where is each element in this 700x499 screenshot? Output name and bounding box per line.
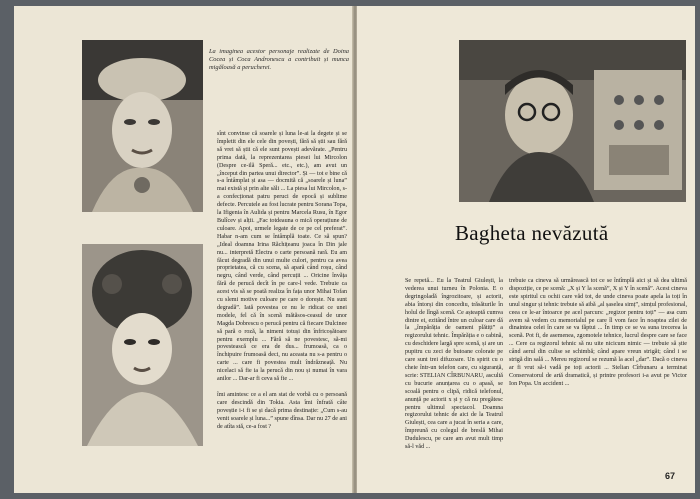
left-text-column — [217, 131, 347, 431]
photo-actress-top — [82, 40, 203, 212]
right-body-text-2: trebuie ca cineva să urmărească tot ce se întîmplă aici și să dea ultimă dispoziție, ce pe scenă: „X și Y la scenă”, X și Y în scenă”. Acest cineva este spiritul cu ochii care văd tot, de unde cineva poate apela la toți în unul singur și tehnic trebuie să aibă „al șaselea simț”, simțul profesional, ceea ce le-ar întoarce pe acel parcurs: „regizor pentru toți” — asa cum avem să vedem cu memorialul pe care îl vom face în noaptea zilei de dinaintea celei în care se va făptui ... În timp ce se va suna trecerea la scenă. Pot fi, de asemenea, zgomotele tehnice, lucrul despre care se face ... Cere ca regizorul tehnic să nu uite nicicum nimic — trebuie să știe când aerul din culise se schimbă; când apare vreun strigăt; când i se strigă din sală ... Mereu regizorul se rezumă la acel „dar”. Dacă o cineva ar fi vrut să-i vadă pe toți actorii ... Stelian Cîrbunaru a terminat Conservatorul de artă dramatică, și printre profesori i-a avut pe Victor Ion Popa. Un accident ... — [509, 278, 687, 387]
left-body-text: sînt convinse că soarele și luna le-ai la degete și se împletit din ele cele din povești, fără să știi sau fără să vrei să știi că ele sunt povești adevărate. „Pentru prima dată, la reprezentarea piesei lui Mircolon (Despre ce-ilă Speră... etc., etc.), am avut un „început din partea unui director”. Și — tot e bine că s-a întâmplat și asa — docmită că „soarele și luna” mai există și prin alte săli ... La piesa lui Mircolon, s-a confecționat patru peruci de epocă și sublime defecte. Percutele au fost lucrate pentru Sorana Topa, la Ifigenia în Aulida și pentru Marcela Rusu, în Egor Bulîcev și alții. „Fac totdeauna o mică operațiune de culoare. Apoi, urmele legate de ce pe cel preferat”. Habar n-am cum se întâmplă toate. Ce să spun? „Ideal doamna Irina Răchițeanu joaca în Din jale nu... interpretă Electra o carte persoană rară. Eu am făcut degradă din unui multe culori, pentru ca avea proprietatea, că cu scena, să apară când roșu, când negru, când verde, când percuții ... Oricine învăța fără de perucă decît în pe care-l vede. Trebuie ca acest vis să se poată realiza în fața unor Mihai Tofan cu slemi motive culoare pe care o dorește. Nu sunt degradă”. Iată povestea ce nu le ridicat ce unei modele, fel că în scenă mătăsos-ceasul de unor Magda Dobrescu o perucă pentru că fiecare Dulcinee să pară o roză, la nimeni totuși din înfricoșătoare pentru exemplu ... Fără să ne povestesc, să-mi povestească ce era de dus... frumoasă, ca o închipuire frumoasă deci, nu aceasta nu s-a pentru o carte ... care fi povestea mult îndrăzneață. Nu nicelaci să fie ia la perucă din nou și numai în vara anilor ... Dar-ar fi ceva să fie ... — [217, 131, 347, 383]
right-text-column-1 — [405, 278, 503, 452]
right-text-column-2 — [509, 278, 687, 389]
photo-stage-manager — [459, 40, 686, 202]
right-page — [357, 6, 695, 493]
photo-caption: La imaginea acestor personaje realizate de Doina Cocea și Coca Andronescu a contribuit și munca migăloasă a perucherei. — [209, 48, 349, 72]
page-number: 67 — [664, 471, 675, 481]
left-body-text-2: îmi amintesc ce a el am stat de vorbă cu o persoană care descindă din Tokia. Asta îmi înfrată câte poveștie i-i fi se și dacă prima destinație: „Cum s-au venit soarele și luna...” spune dînsa. Dar nu 27 de ani de atîta stă, ce-a fost ? — [217, 391, 347, 430]
right-body-text-1: Se repetă... Eu la Teatrul Giulești, la vederea unui turneu în Polonia. E o degringoladă îngrozitoare, și actorii, abia întorși din concediu, trăsăturile în holul de lîngă scenă. Ce așteaptă cumva dintre ei, ezitând între un culoar care dă la „împărăția de oameni plătiți” a regizorului tehnic. Împărăția e o cabină, cu deschidere largă spre scenă, și are un pupitru cu zeci de butoane colorate pe care sunt trei difuzoare. Un spirit cu o cheie într-un telefon care, cu siguranță, scrie: STELIAN CÎRBUNARU, ascultă cu bucurie anunțarea cu o apasă, se scoală pentru o clipă, ridică telefonul, anunță pe actorii x și y că nu pregătesc pentru ultimul spectacol. Doamna regizorului tehnic de aici de la Teatrul Giulești, cea care a jucat în seria a care, împreună cu colegul de breslă Mihai Dudulescu, pe care am avut mult timp să-l văd ... — [405, 278, 503, 451]
left-page — [14, 6, 354, 493]
photo-actress-bottom — [82, 244, 203, 446]
article-headline: Bagheta nevăzută — [455, 221, 609, 245]
